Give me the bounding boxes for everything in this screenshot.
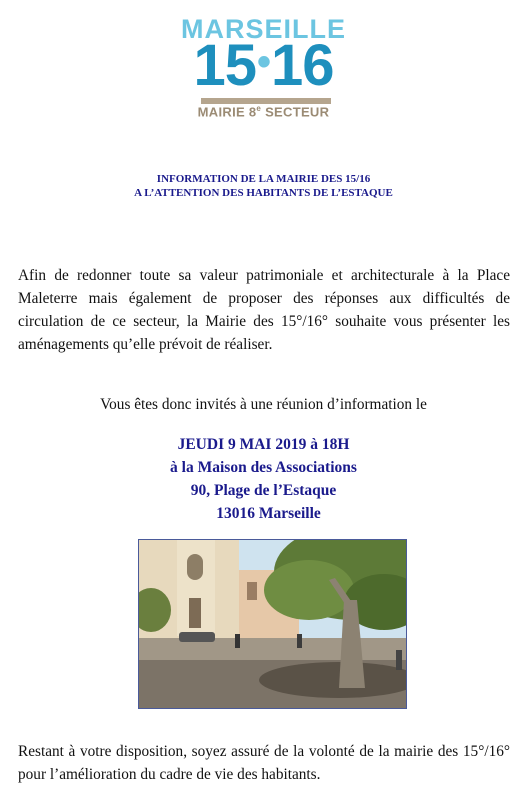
invitation-paragraph: Vous êtes donc invités à une réunion d’information le: [100, 396, 427, 413]
notice-heading: [0, 172, 527, 200]
logo-sector-number: [0, 32, 527, 99]
event-city: 13016 Marseille: [216, 505, 321, 522]
event-date: JEUDI 9 MAI 2019 à 18H: [177, 436, 350, 453]
event-address: 90, Plage de l’Estaque: [190, 482, 337, 499]
event-venue: à la Maison des Associations: [170, 459, 357, 476]
logo-subtitle-suffix: SECTEUR: [261, 104, 330, 120]
closing-paragraph: Restant à votre disposition, soyez assuré de la volonté de la mairie des 15°/16° pour l’amélioration du cadre de vie des habitants.: [18, 743, 510, 783]
intro-paragraph: Afin de redonner toute sa valeur patrimoniale et architecturale à la Place Maleterre mais également de proposer des réponses aux difficultés de circulation de ce secteur, la Mairie des 15°/16° souhaite vous présenter les aménagements qu’elle prévoit de réaliser.: [18, 267, 510, 353]
logo-dot-icon: •: [256, 40, 270, 84]
logo-subtitle-prefix: MAIRIE 8: [197, 104, 257, 120]
logo-number-left: 15: [193, 33, 256, 98]
heading-line-2: A L’ATTENTION DES HABITANTS DE L’ESTAQUE: [134, 187, 393, 199]
logo-city: MARSEILLE: [180, 14, 346, 44]
logo-number-right: 16: [271, 33, 334, 98]
place-photo-illustration: [139, 540, 407, 709]
place-maleterre-photo: [138, 539, 407, 709]
event-details: [0, 433, 527, 525]
logo-subtitle: [0, 104, 527, 119]
heading-line-1: INFORMATION DE LA MAIRIE DES 15/16: [156, 173, 371, 185]
logo-subtitle-sup: e: [256, 104, 262, 113]
mairie-logo: [0, 0, 527, 130]
